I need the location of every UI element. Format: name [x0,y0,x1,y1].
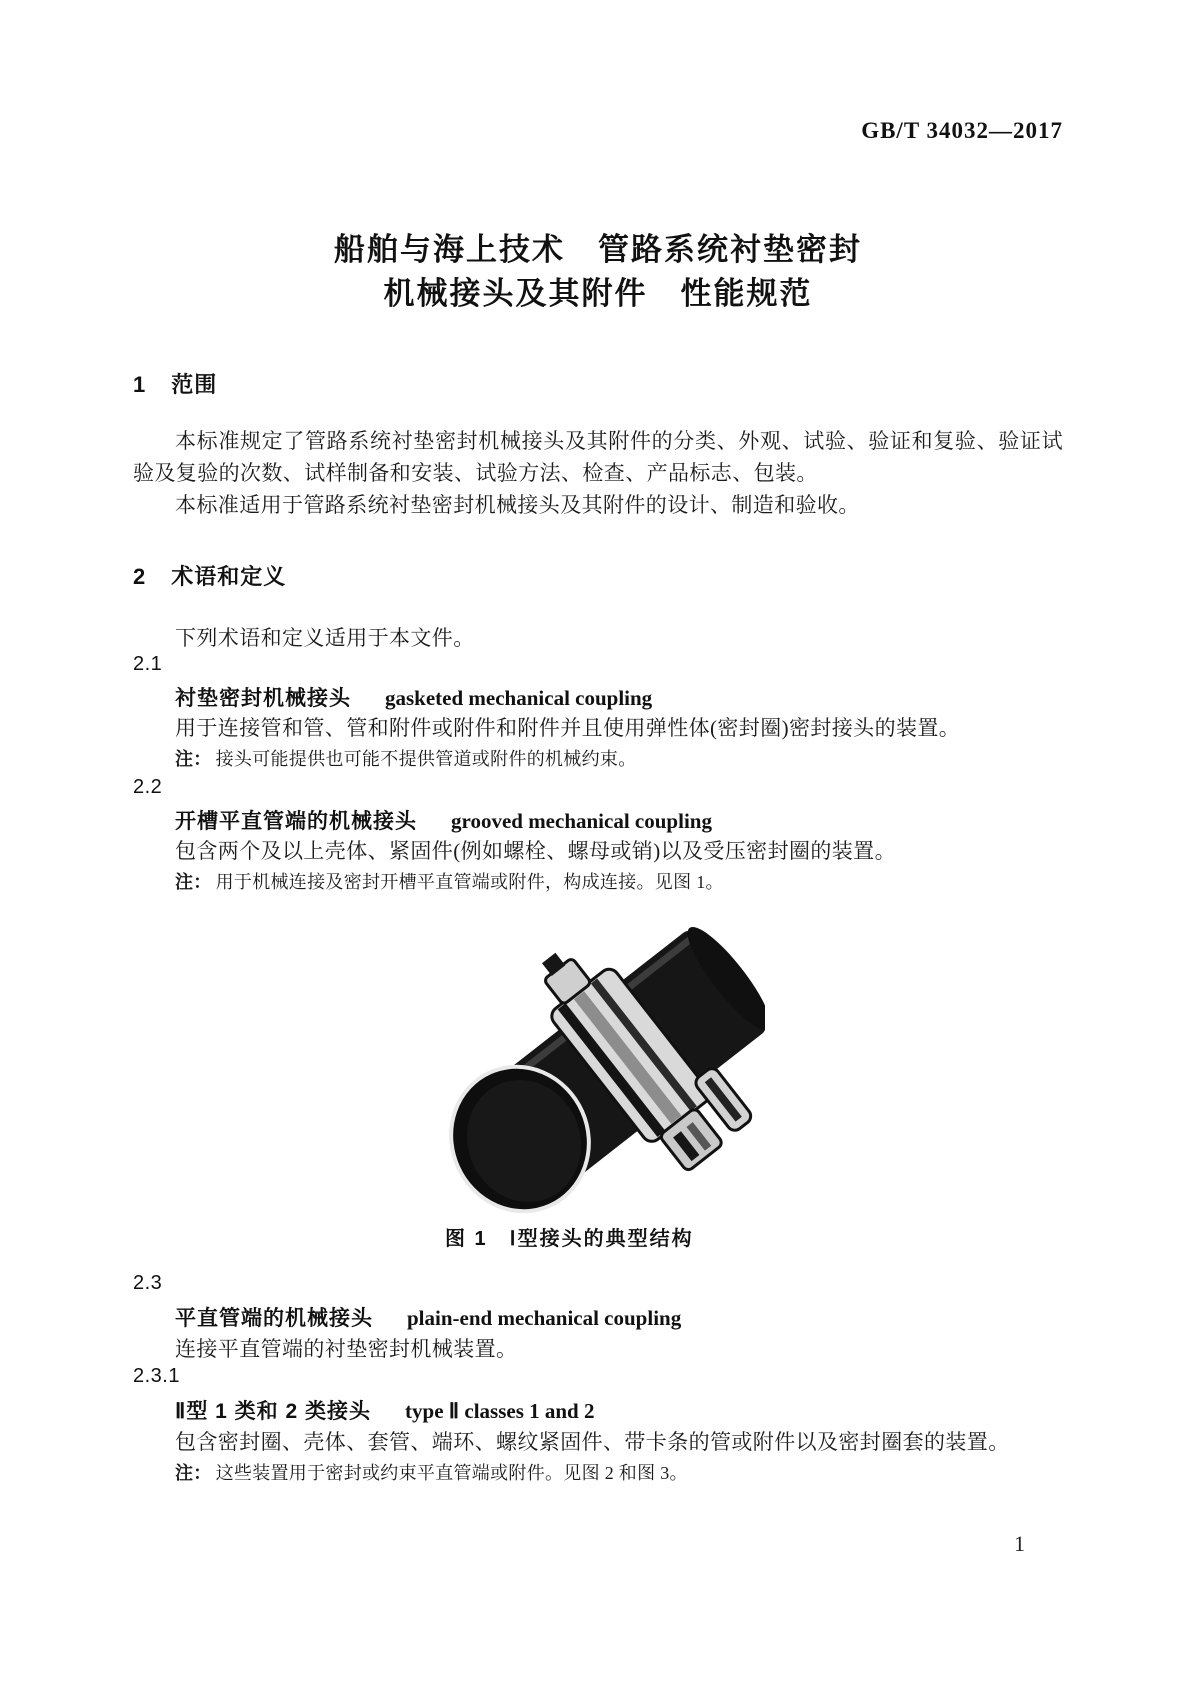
note-text: 接头可能提供也可能不提供管道或附件的机械约束。 [215,749,637,769]
term-2-2-number: 2.2 [133,776,163,798]
coupling-illustration [415,893,765,1213]
term-2-3-1-number: 2.3.1 [133,1365,180,1387]
section-2-heading [133,560,286,591]
scope-paragraph-1: 本标准规定了管路系统衬垫密封机械接头及其附件的分类、外观、试验、验证和复验、验证试验及复验的次数、试样制备和安装、试验方法、检查、产品标志、包装。 [133,429,1063,485]
term-2-2-definition: 包含两个及以上壳体、紧固件(例如螺栓、螺母或销)以及受压密封圈的装置。 [175,839,896,863]
term-2-3-definition: 连接平直管端的衬垫密封机械装置。 [175,1337,518,1361]
term-2-1 [175,682,652,712]
term-2-2-note [175,868,724,894]
document-title-line1: 船舶与海上技术 管路系统衬垫密封 [334,232,862,267]
term-2-3-zh: 平直管端的机械接头 [175,1307,373,1330]
section-1-heading [133,368,217,399]
term-2-3-number: 2.3 [133,1272,163,1294]
document-title-line2: 机械接头及其附件 性能规范 [383,276,813,311]
term-2-1-note [175,745,637,771]
figure-1-image [415,893,765,1213]
section-1-title: 范围 [171,372,218,397]
term-2-3-1-en: type Ⅱ classes 1 and 2 [405,1399,595,1423]
term-2-2-en: grooved mechanical coupling [451,809,712,833]
term-2-3-en: plain-end mechanical coupling [407,1306,682,1330]
note-label: 注： [175,1463,212,1483]
section-2-number: 2 [133,564,146,589]
term-2-1-number: 2.1 [133,653,163,675]
figure-1-caption: 图 1 Ⅰ型接头的典型结构 [445,1228,694,1250]
standard-code: GB/T 34032—2017 [861,118,1063,143]
term-2-2-zh: 开槽平直管端的机械接头 [175,810,417,833]
term-2-1-en: gasketed mechanical coupling [385,686,653,710]
term-2-3-1-note [175,1459,688,1485]
term-2-1-definition: 用于连接管和管、管和附件或附件和附件并且使用弹性体(密封圈)密封接头的装置。 [175,716,961,740]
terms-intro: 下列术语和定义适用于本文件。 [175,626,475,650]
note-text: 这些装置用于密封或约束平直管端或附件。见图 2 和图 3。 [215,1463,688,1483]
section-1-number: 1 [133,372,146,397]
term-2-3-1 [175,1395,594,1425]
section-2-title: 术语和定义 [171,564,287,589]
term-2-1-zh: 衬垫密封机械接头 [175,687,351,710]
note-label: 注： [175,872,212,892]
note-text: 用于机械连接及密封开槽平直管端或附件，构成连接。见图 1。 [215,872,724,892]
term-2-2 [175,805,712,835]
page-number: 1 [1014,1531,1025,1556]
note-label: 注： [175,749,212,769]
term-2-3 [175,1302,681,1332]
term-2-3-1-zh: Ⅱ型 1 类和 2 类接头 [175,1400,372,1423]
term-2-3-1-definition: 包含密封圈、壳体、套管、端环、螺纹紧固件、带卡条的管或附件以及密封圈套的装置。 [175,1430,1010,1454]
scope-paragraph-2: 本标准适用于管路系统衬垫密封机械接头及其附件的设计、制造和验收。 [175,493,860,517]
